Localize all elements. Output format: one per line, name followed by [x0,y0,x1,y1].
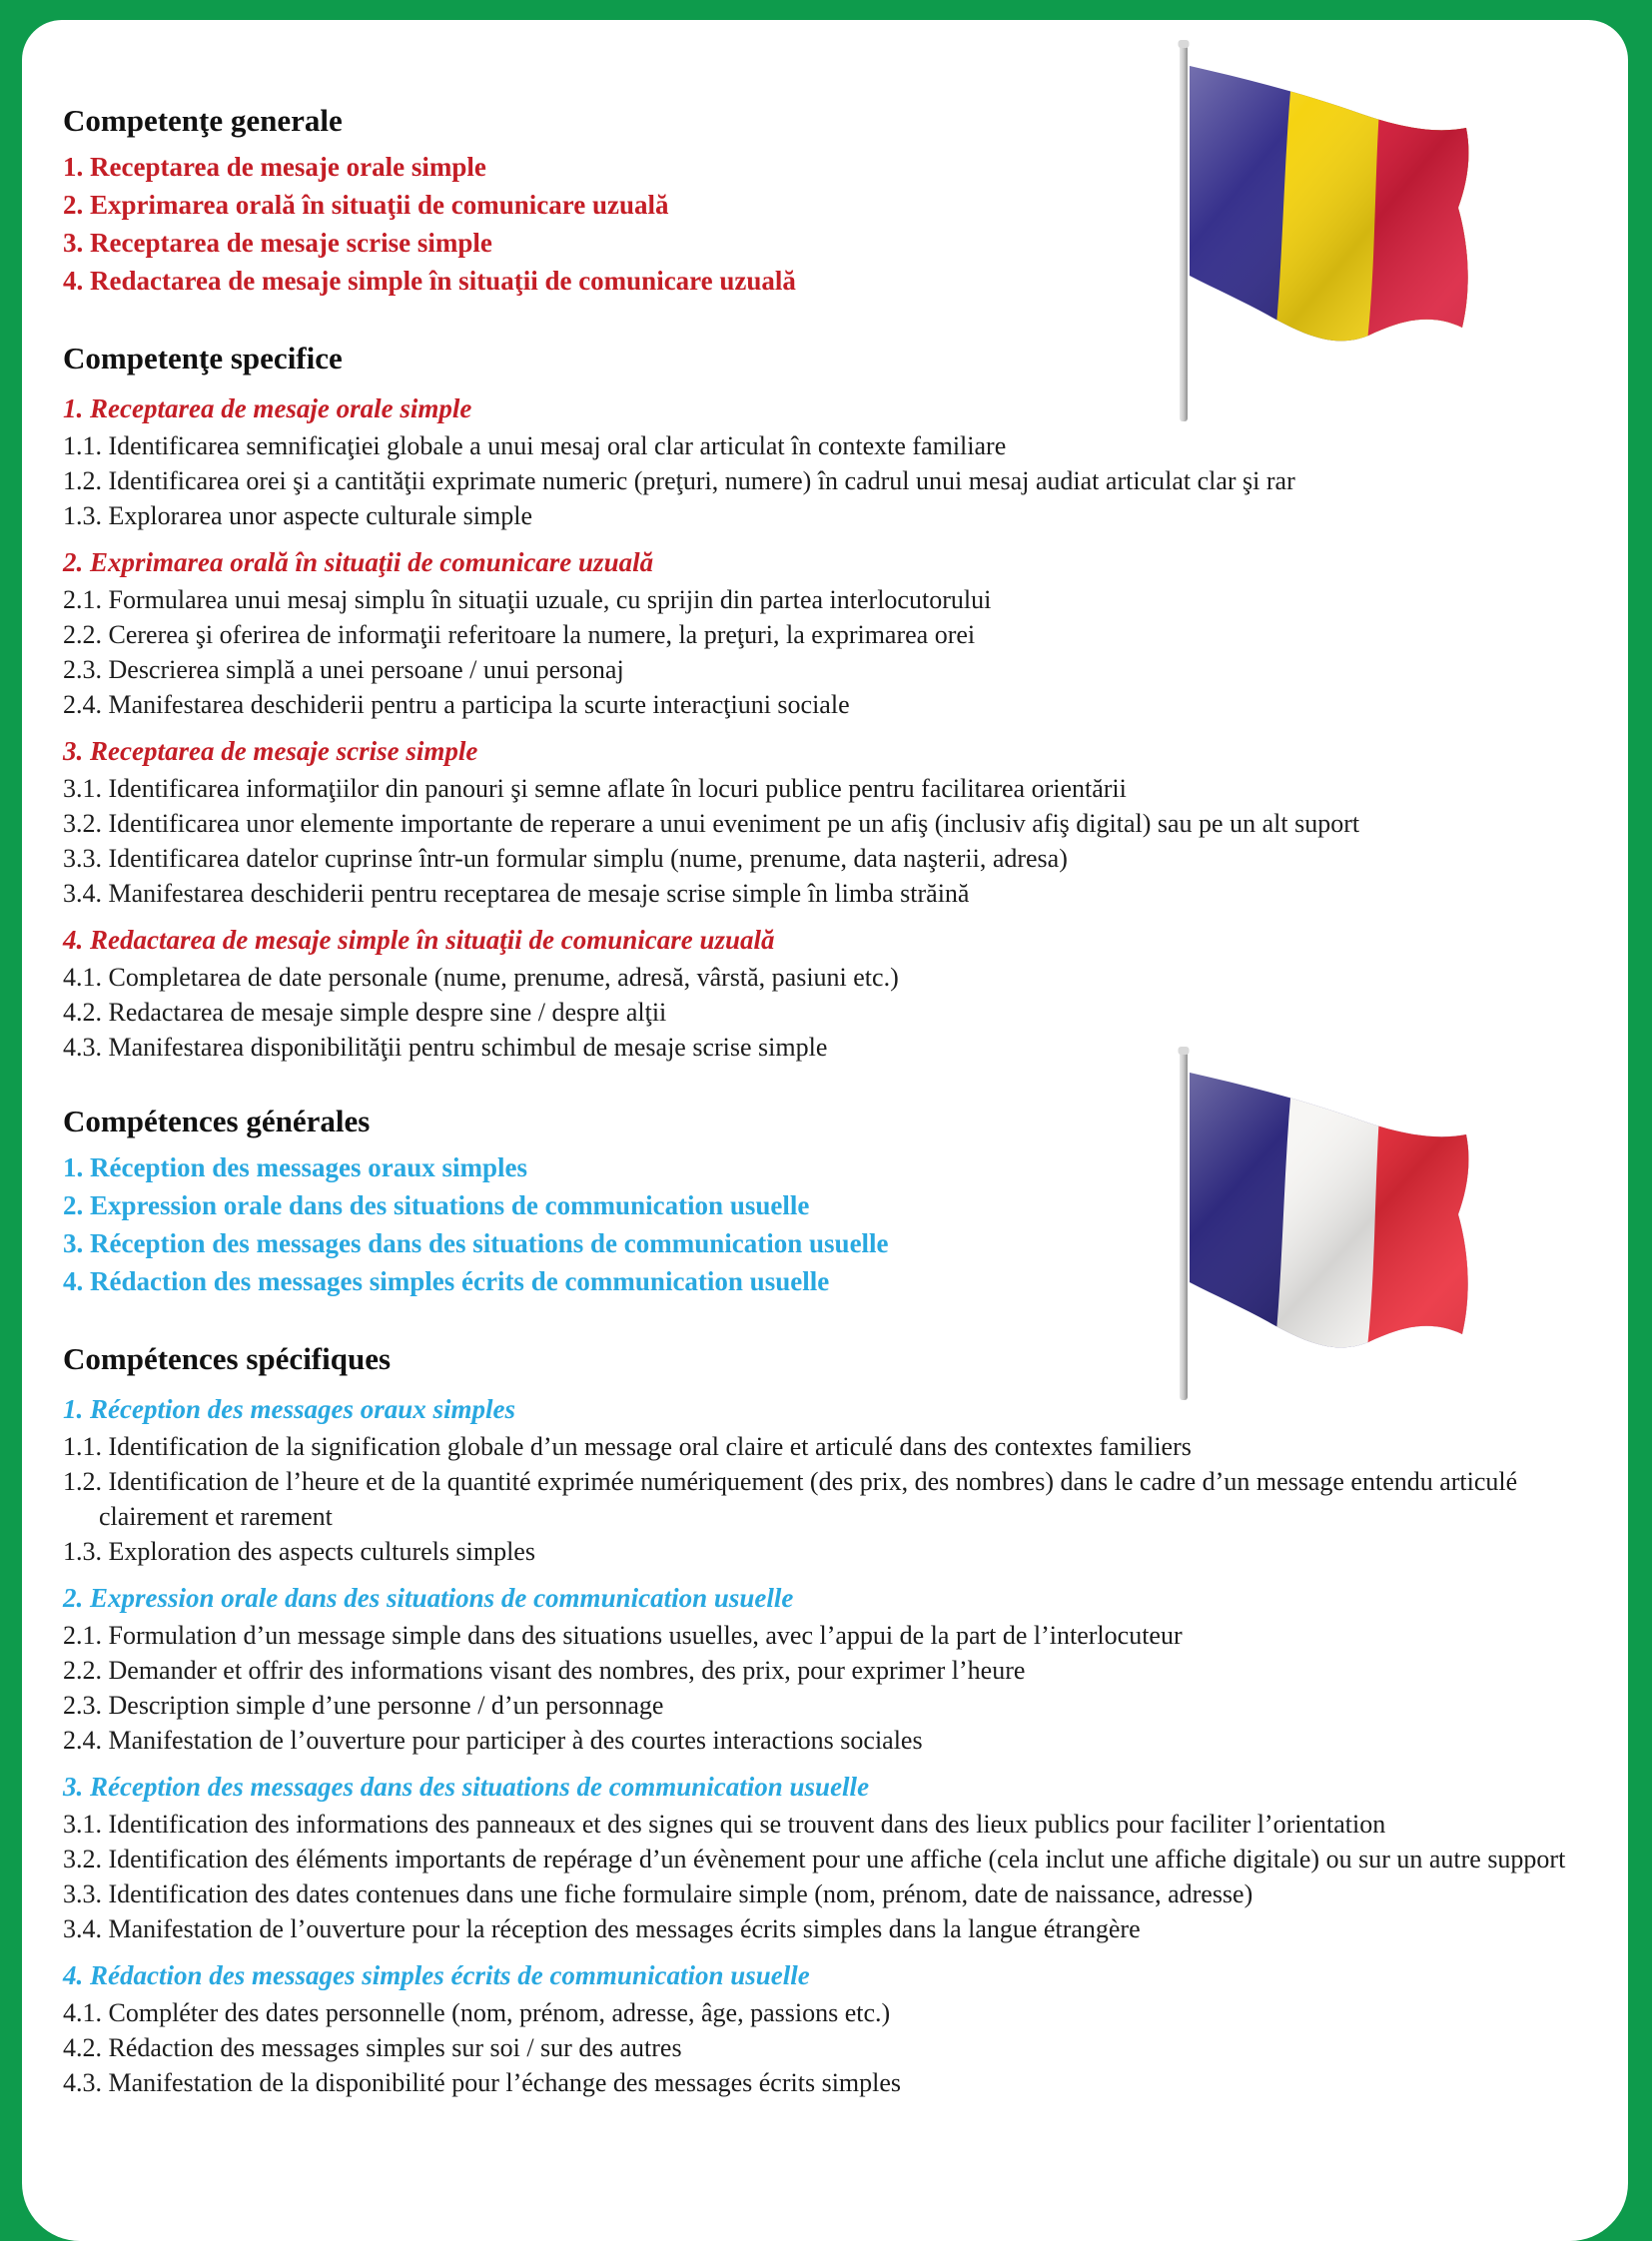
list-item: 3.2. Identification des éléments importants de repérage d’un évènement pour une affiche (cela inclut une affiche digitale) ou sur un autre support [63,1845,1566,1873]
ro-section-heading: 1. Receptarea de mesaje orale simple [63,393,472,423]
list-item: 4.3. Manifestarea disponibilităţii pentru schimbul de mesaje scrise simple [63,1033,828,1062]
fr-section-heading: 2. Expression orale dans des situations de communication usuelle [63,1583,794,1613]
list-item: 1.3. Exploration des aspects culturels simples [63,1537,535,1566]
ro-section-heading: 2. Exprimarea orală în situaţii de comunicare uzuală [63,547,654,577]
list-item: 2.2. Demander et offrir des informations visant des nombres, des prix, pour exprimer l’heure [63,1656,1026,1685]
list-item: 3.2. Identificarea unor elemente importante de reperare a unui eveniment pe un afiş (inclusiv afiş digital) sau pe un alt suport [63,809,1360,838]
list-item: 2.4. Manifestarea deschiderii pentru a participa la scurte interacţiuni sociale [63,690,850,719]
list-item: 4.2. Redactarea de mesaje simple despre sine / despre alţii [63,998,667,1027]
ro-specific-title: Competenţe specifice [63,341,343,375]
ro-section-heading: 4. Redactarea de mesaje simple în situaţii de comunicare uzuală [63,925,775,955]
list-item: 2.3. Descrierea simplă a unei persoane / unui personaj [63,655,624,684]
ro-general-item: 2. Exprimarea orală în situaţii de comunicare uzuală [63,190,669,220]
fr-general-item: 1. Réception des messages oraux simples [63,1152,527,1182]
list-item: 1.2. Identificarea orei şi a cantităţii exprimate numeric (preţuri, numere) în cadrul unui mesaj audiat articulat clar şi rar [63,466,1295,495]
ro-general-title: Competenţe generale [63,103,343,138]
list-item: 2.1. Formulation d’un message simple dans des situations usuelles, avec l’appui de la part de l’interlocuteur [63,1621,1183,1650]
list-item: 1.1. Identification de la signification globale d’un message oral claire et articulé dans des contextes familiers [63,1432,1192,1461]
list-item: 1.3. Explorarea unor aspecte culturale simple [63,501,532,530]
list-item: 4.3. Manifestation de la disponibilité pour l’échange des messages écrits simples [63,2068,902,2097]
ro-section-heading: 3. Receptarea de mesaje scrise simple [63,736,478,766]
fr-general-item: 3. Réception des messages dans des situations de communication usuelle [63,1228,889,1258]
list-item: 3.4. Manifestarea deschiderii pentru receptarea de mesaje scrise simple în limba străină [63,879,970,908]
document-sheet [22,20,1628,2241]
list-item: 4.1. Completarea de date personale (nume, prenume, adresă, vârstă, pasiuni etc.) [63,963,899,992]
list-item: 2.3. Description simple d’une personne / d’un personnage [63,1691,664,1720]
list-item: 1.2. Identification de l’heure et de la quantité exprimée numériquement (des prix, des nombres) dans le cadre d’un message entendu articulé clairement et rarement [63,1467,1518,1531]
list-item: 4.2. Rédaction des messages simples sur soi / sur des autres [63,2033,682,2062]
list-item: 1.1. Identificarea semnificaţiei globale a unui mesaj oral clar articulat în contexte familiare [63,431,1007,460]
list-item: 4.1. Compléter des dates personnelle (nom, prénom, adresse, âge, passions etc.) [63,1998,891,2027]
fr-general-title: Compétences générales [63,1104,371,1138]
ro-general-item: 3. Receptarea de mesaje scrise simple [63,228,492,258]
ro-general-item: 4. Redactarea de mesaje simple în situaţii de comunicare uzuală [63,266,796,296]
fr-general-item: 4. Rédaction des messages simples écrits de communication usuelle [63,1266,830,1296]
list-item: 3.3. Identification des dates contenues dans une fiche formulaire simple (nom, prénom, date de naissance, adresse) [63,1879,1253,1908]
ro-general-item: 1. Receptarea de mesaje orale simple [63,152,486,182]
fr-section-heading: 1. Réception des messages oraux simples [63,1394,515,1424]
list-item: 3.3. Identificarea datelor cuprinse într-un formular simplu (nume, prenume, data naşterii, adresa) [63,844,1068,873]
list-item: 2.2. Cererea şi oferirea de informaţii referitoare la numere, la preţuri, la exprimarea orei [63,620,976,649]
fr-specific-title: Compétences spécifiques [63,1341,392,1376]
list-item: 3.1. Identification des informations des panneaux et des signes qui se trouvent dans des lieux publics pour faciliter l’orientation [63,1810,1386,1839]
list-item: 2.4. Manifestation de l’ouverture pour participer à des courtes interactions sociales [63,1726,923,1755]
list-item: 2.1. Formularea unui mesaj simplu în situaţii uzuale, cu sprijin din partea interlocutorului [63,585,992,614]
fr-general-item: 2. Expression orale dans des situations de communication usuelle [63,1190,810,1220]
fr-section-heading: 4. Rédaction des messages simples écrits de communication usuelle [63,1960,810,1990]
list-item: 3.1. Identificarea informaţiilor din panouri şi semne aflate în locuri publice pentru facilitarea orientării [63,774,1127,803]
list-item: 3.4. Manifestation de l’ouverture pour la réception des messages écrits simples dans la langue étrangère [63,1914,1141,1943]
document-content [22,20,1628,2100]
fr-section-heading: 3. Réception des messages dans des situations de communication usuelle [63,1772,870,1802]
